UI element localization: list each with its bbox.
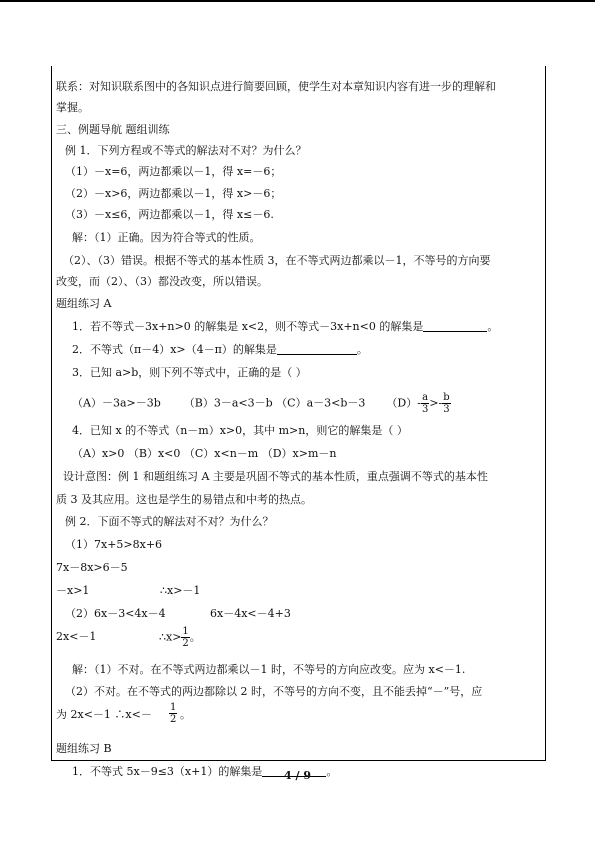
expr: 为 2x<－1 ∴x<－ (56, 708, 152, 721)
text-line (56, 584, 201, 598)
gt-sign: > (429, 396, 439, 410)
step-left: －x>1 (56, 584, 90, 597)
option-c: （C）a－3<b－3 (276, 396, 366, 410)
text-line: 解：（1）不对。在不等式两边都乘以－1 时，不等号的方向应改变。应为 x<－1. (72, 663, 466, 676)
option-d-label: （D） (386, 396, 418, 410)
numerator: 1 (182, 626, 189, 637)
section-heading: 三、例题导航 题组训练 (56, 123, 170, 136)
denominator: 2 (182, 638, 189, 649)
step-right: 6x－4x<－4+3 (210, 607, 291, 620)
punct: 。 (356, 343, 368, 356)
top-rule (0, 0, 595, 2)
step-left: 2x<－1 (56, 630, 97, 643)
denominator: 3 (421, 404, 429, 415)
step-right: ∴x>－1 (160, 584, 201, 597)
text-line: （2）、（3）错误。根据不等式的基本性质 3，在不等式两边都乘以－1，不等号的方向要 (63, 254, 491, 267)
fraction-1-over-2 (181, 626, 189, 649)
expr: ∴x> (159, 630, 182, 644)
punct: 。 (189, 630, 201, 644)
option-a: （A）－3a>－3b (72, 396, 161, 410)
exercise-a-heading: 题组练习 A (56, 297, 112, 310)
fraction-1-over-2 (169, 702, 177, 725)
punct: 。 (326, 765, 338, 778)
text-line: 解：（1）正确。因为符合等式的性质。 (72, 231, 261, 244)
numerator: 1 (170, 702, 177, 713)
minus-sign: - (417, 396, 421, 410)
step-left: （2）6x－3<4x－4 (65, 607, 166, 620)
denominator: 2 (170, 714, 177, 725)
numerator: b (443, 392, 450, 403)
text-line: 掌握。 (56, 101, 89, 114)
text-line: （2）－x>6，两边都乘以－1，得 x>－6； (65, 187, 282, 200)
text-line: （1）－x=6，两边都乘以－1，得 x=－6； (65, 165, 282, 178)
step-right (159, 626, 201, 649)
design-intent: 设计意图：例 1 和题组练习 A 主要是巩固不等式的基本性质，重点强调不等式的基本性 (63, 470, 488, 483)
punct: 。 (487, 320, 499, 333)
text-line: 改变，而（2）、（3）都没改变，所以错误。 (56, 275, 268, 288)
text-line: （3）－x≤6，两边都乘以－1，得 x≤－6. (65, 208, 274, 221)
question-a3: 3．已知 a>b，则下列不等式中，正确的是（ ） (72, 366, 307, 379)
text-line: 联系：对知识联系图中的各知识点进行简要回顾，使学生对本章知识内容有进一步的理解和 (56, 80, 496, 93)
answer-blank[interactable] (277, 343, 357, 355)
question-a4-options: （A）x>0 （B）x<0 （C）x<n－m （D）x>m－n (72, 447, 337, 460)
text-line: 7x－8x>6－5 (56, 561, 128, 574)
denominator: 3 (443, 404, 450, 415)
example-2-title: 例 2．下面不等式的解法对不对？为什么？ (65, 515, 274, 528)
question-a3-options (72, 392, 451, 415)
option-b: （B）3－a<3－b (183, 396, 273, 410)
question-text: 2．不等式（π－4）x>（4－π）的解集是 (72, 343, 277, 356)
question-text: 1．若不等式－3x+n>0 的解集是 x<2，则不等式－3x+n<0 的解集是 (72, 320, 424, 333)
numerator: a (422, 392, 429, 403)
exercise-b-heading: 题组练习 B (56, 742, 112, 755)
punct: 。 (180, 708, 191, 721)
page-number: 4 / 9 (284, 769, 311, 782)
question-a4: 4．已知 x 的不等式（n－m）x>0，其中 m>n，则它的解集是（ ） (72, 424, 408, 437)
question-text: 1．不等式 5x－9≤3（x+1）的解集是 (72, 765, 263, 778)
example-1-title: 例 1．下列方程或不等式的解法对不对？为什么？ (65, 144, 307, 157)
text-line: （2）不对。在不等式的两边都除以 2 时，不等号的方向不变，且不能丢掉“－”号，应 (65, 685, 483, 698)
text-line (65, 607, 291, 621)
minus-sign: - (438, 396, 443, 410)
text-line: 质 3 及其应用。这也是学生的易错点和中考的热点。 (56, 493, 312, 506)
question-a2 (72, 343, 368, 357)
fraction-b-over-3 (442, 392, 450, 415)
text-line: （1）7x+5>8x+6 (65, 538, 163, 551)
answer-blank[interactable] (423, 320, 487, 332)
question-a1 (72, 320, 498, 334)
